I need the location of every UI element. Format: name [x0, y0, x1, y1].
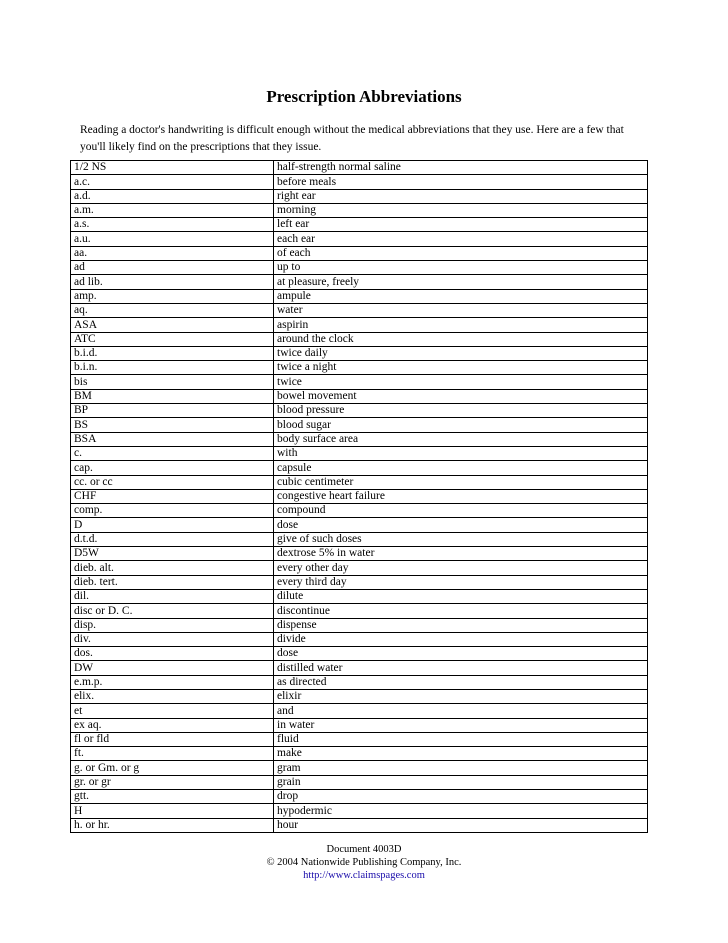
- abbreviation-cell: b.i.n.: [71, 361, 274, 375]
- meaning-cell: twice daily: [274, 346, 648, 360]
- abbreviation-cell: a.m.: [71, 203, 274, 217]
- meaning-cell: left ear: [274, 218, 648, 232]
- meaning-cell: half-strength normal saline: [274, 161, 648, 175]
- table-row: [71, 661, 648, 675]
- abbreviation-cell: BM: [71, 389, 274, 403]
- table-row: [71, 547, 648, 561]
- meaning-cell: twice a night: [274, 361, 648, 375]
- table-row: [71, 175, 648, 189]
- table-row: [71, 675, 648, 689]
- abbreviation-cell: aq.: [71, 303, 274, 317]
- table-row: [71, 589, 648, 603]
- abbreviation-cell: comp.: [71, 504, 274, 518]
- abbreviation-cell: BSA: [71, 432, 274, 446]
- abbreviation-cell: cap.: [71, 461, 274, 475]
- table-row: [71, 289, 648, 303]
- abbreviation-cell: 1/2 NS: [71, 161, 274, 175]
- meaning-cell: dose: [274, 647, 648, 661]
- abbreviation-cell: DW: [71, 661, 274, 675]
- intro-paragraph: [80, 122, 670, 156]
- abbreviation-cell: ad lib.: [71, 275, 274, 289]
- table-row: [71, 532, 648, 546]
- table-row: [71, 818, 648, 832]
- meaning-cell: before meals: [274, 175, 648, 189]
- abbreviation-cell: div.: [71, 632, 274, 646]
- abbreviation-cell: elix.: [71, 689, 274, 703]
- meaning-cell: every other day: [274, 561, 648, 575]
- table-row: [71, 504, 648, 518]
- table-row: [71, 604, 648, 618]
- abbreviation-cell: b.i.d.: [71, 346, 274, 360]
- meaning-cell: elixir: [274, 689, 648, 703]
- page-title: Prescription Abbreviations: [266, 87, 462, 106]
- table-row: [71, 489, 648, 503]
- table-row: [71, 704, 648, 718]
- meaning-cell: in water: [274, 718, 648, 732]
- intro-line: Reading a doctor's handwriting is difficult enough without the medical abbreviations that they use. Here are a few that: [80, 124, 624, 136]
- table-row: [71, 346, 648, 360]
- abbreviation-cell: a.c.: [71, 175, 274, 189]
- website-link[interactable]: http://www.claimspages.com: [303, 870, 425, 881]
- meaning-cell: of each: [274, 246, 648, 260]
- table-row: [71, 689, 648, 703]
- table-row: [71, 261, 648, 275]
- table-row: [71, 432, 648, 446]
- table-row: [71, 761, 648, 775]
- table-row: [71, 203, 648, 217]
- meaning-cell: dextrose 5% in water: [274, 547, 648, 561]
- table-row: [71, 218, 648, 232]
- table-row: [71, 318, 648, 332]
- intro-line: you'll likely find on the prescriptions that they issue.: [80, 141, 322, 153]
- page-footer: [0, 843, 728, 882]
- abbreviation-cell: dil.: [71, 589, 274, 603]
- meaning-cell: give of such doses: [274, 532, 648, 546]
- table-row: [71, 246, 648, 260]
- abbreviation-cell: a.u.: [71, 232, 274, 246]
- meaning-cell: water: [274, 303, 648, 317]
- table-row: [71, 446, 648, 460]
- table-row: [71, 747, 648, 761]
- abbreviation-cell: h. or hr.: [71, 818, 274, 832]
- abbreviation-cell: disc or D. C.: [71, 604, 274, 618]
- meaning-cell: compound: [274, 504, 648, 518]
- abbreviation-cell: BS: [71, 418, 274, 432]
- meaning-cell: and: [274, 704, 648, 718]
- abbreviation-cell: c.: [71, 446, 274, 460]
- abbreviation-cell: a.d.: [71, 189, 274, 203]
- table-row: [71, 575, 648, 589]
- meaning-cell: congestive heart failure: [274, 489, 648, 503]
- abbreviation-cell: disp.: [71, 618, 274, 632]
- abbreviation-cell: ex aq.: [71, 718, 274, 732]
- meaning-cell: ampule: [274, 289, 648, 303]
- abbreviation-cell: g. or Gm. or g: [71, 761, 274, 775]
- meaning-cell: with: [274, 446, 648, 460]
- table-row: [71, 632, 648, 646]
- abbreviation-cell: CHF: [71, 489, 274, 503]
- table-row: [71, 404, 648, 418]
- meaning-cell: as directed: [274, 675, 648, 689]
- abbreviation-cell: gtt.: [71, 790, 274, 804]
- abbreviations-table: [70, 160, 648, 833]
- table-row: [71, 361, 648, 375]
- copyright-notice: © 2004 Nationwide Publishing Company, Inc.: [266, 857, 462, 868]
- abbreviation-cell: bis: [71, 375, 274, 389]
- meaning-cell: hour: [274, 818, 648, 832]
- abbreviation-cell: dieb. tert.: [71, 575, 274, 589]
- abbreviation-cell: dieb. alt.: [71, 561, 274, 575]
- abbreviation-cell: fl or fld: [71, 732, 274, 746]
- meaning-cell: every third day: [274, 575, 648, 589]
- meaning-cell: make: [274, 747, 648, 761]
- abbreviation-cell: ASA: [71, 318, 274, 332]
- meaning-cell: gram: [274, 761, 648, 775]
- abbreviation-cell: et: [71, 704, 274, 718]
- table-row: [71, 804, 648, 818]
- table-row: [71, 275, 648, 289]
- meaning-cell: distilled water: [274, 661, 648, 675]
- table-row: [71, 618, 648, 632]
- abbreviation-cell: dos.: [71, 647, 274, 661]
- meaning-cell: dispense: [274, 618, 648, 632]
- meaning-cell: hypodermic: [274, 804, 648, 818]
- meaning-cell: at pleasure, freely: [274, 275, 648, 289]
- abbreviation-cell: d.t.d.: [71, 532, 274, 546]
- meaning-cell: around the clock: [274, 332, 648, 346]
- table-row: [71, 161, 648, 175]
- meaning-cell: divide: [274, 632, 648, 646]
- meaning-cell: blood pressure: [274, 404, 648, 418]
- table-row: [71, 790, 648, 804]
- abbreviation-cell: H: [71, 804, 274, 818]
- table-row: [71, 718, 648, 732]
- abbreviation-cell: D5W: [71, 547, 274, 561]
- meaning-cell: blood sugar: [274, 418, 648, 432]
- abbreviation-cell: D: [71, 518, 274, 532]
- abbreviation-cell: ft.: [71, 747, 274, 761]
- table-row: [71, 389, 648, 403]
- abbreviation-cell: e.m.p.: [71, 675, 274, 689]
- table-row: [71, 561, 648, 575]
- meaning-cell: each ear: [274, 232, 648, 246]
- abbreviation-cell: BP: [71, 404, 274, 418]
- meaning-cell: right ear: [274, 189, 648, 203]
- table-row: [71, 189, 648, 203]
- table-row: [71, 332, 648, 346]
- table-row: [71, 375, 648, 389]
- abbreviation-cell: cc. or cc: [71, 475, 274, 489]
- meaning-cell: aspirin: [274, 318, 648, 332]
- table-row: [71, 775, 648, 789]
- table-row: [71, 732, 648, 746]
- table-row: [71, 475, 648, 489]
- meaning-cell: dilute: [274, 589, 648, 603]
- meaning-cell: up to: [274, 261, 648, 275]
- table-row: [71, 303, 648, 317]
- abbreviation-cell: ad: [71, 261, 274, 275]
- meaning-cell: capsule: [274, 461, 648, 475]
- document-id: Document 4003D: [326, 844, 402, 855]
- table-row: [71, 461, 648, 475]
- table-row: [71, 518, 648, 532]
- meaning-cell: bowel movement: [274, 389, 648, 403]
- meaning-cell: morning: [274, 203, 648, 217]
- meaning-cell: discontinue: [274, 604, 648, 618]
- meaning-cell: cubic centimeter: [274, 475, 648, 489]
- meaning-cell: dose: [274, 518, 648, 532]
- table-row: [71, 418, 648, 432]
- table-row: [71, 647, 648, 661]
- meaning-cell: grain: [274, 775, 648, 789]
- meaning-cell: twice: [274, 375, 648, 389]
- table-row: [71, 232, 648, 246]
- meaning-cell: body surface area: [274, 432, 648, 446]
- abbreviations-table-body: [71, 161, 648, 833]
- meaning-cell: drop: [274, 790, 648, 804]
- meaning-cell: fluid: [274, 732, 648, 746]
- abbreviation-cell: amp.: [71, 289, 274, 303]
- abbreviation-cell: aa.: [71, 246, 274, 260]
- abbreviation-cell: ATC: [71, 332, 274, 346]
- abbreviation-cell: a.s.: [71, 218, 274, 232]
- abbreviation-cell: gr. or gr: [71, 775, 274, 789]
